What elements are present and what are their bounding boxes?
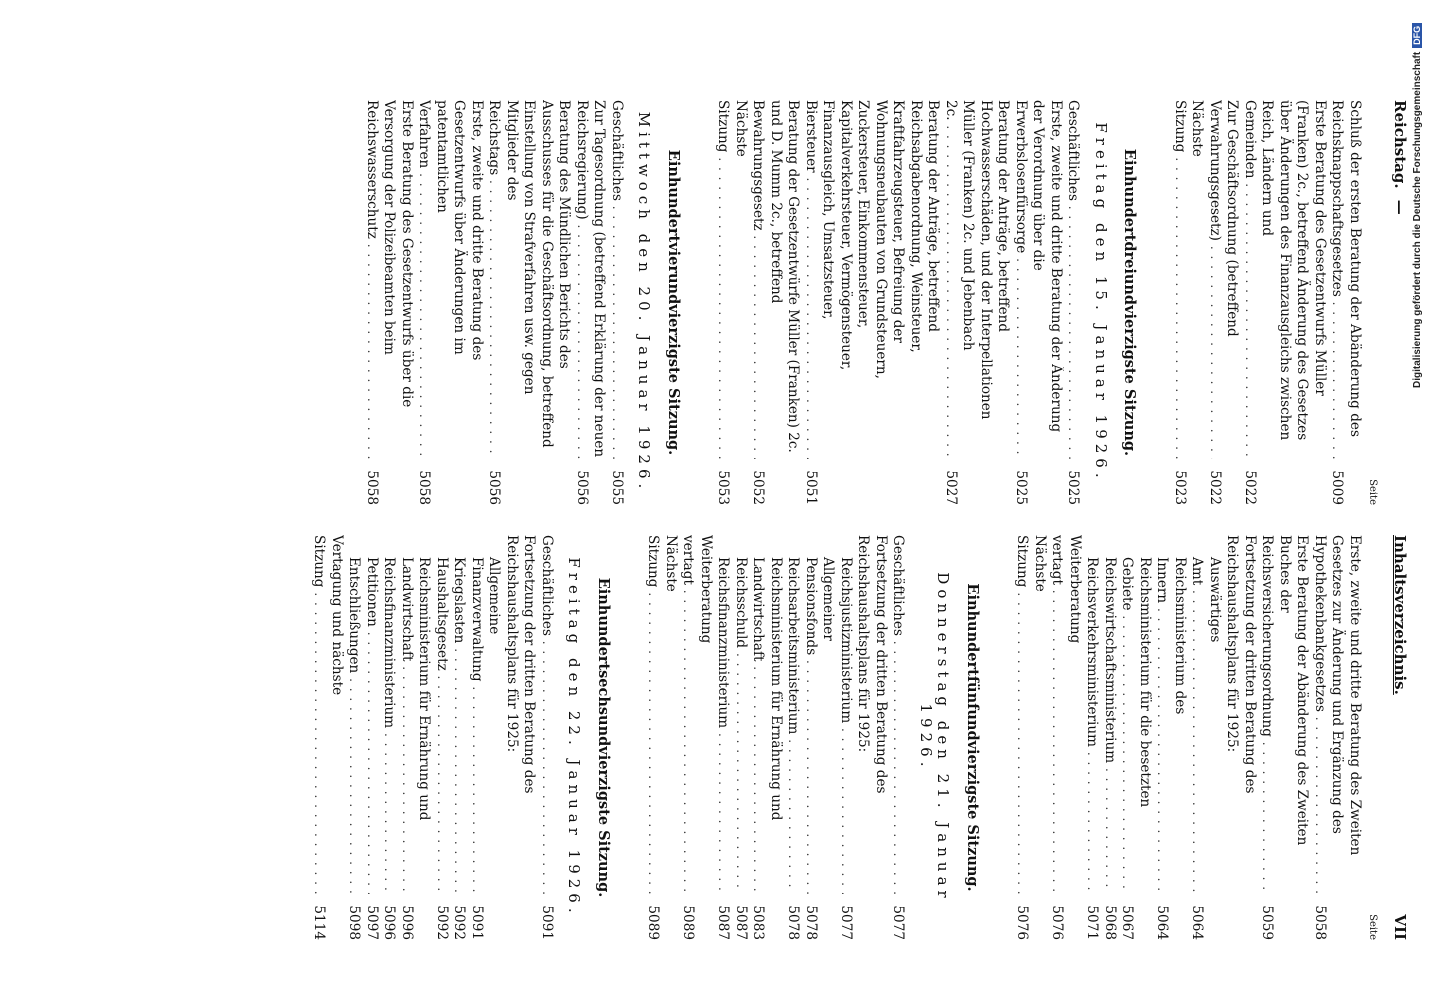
header-dash: — — [1391, 199, 1409, 215]
toc-entry-title: Erste Beratung des Gesetzentwurfs über die Versorgung der Polizeibeamten beim Reichswasserschutz . . . — [363, 100, 416, 459]
toc-entry — [433, 535, 451, 940]
page-roman: VII — [1391, 914, 1409, 940]
toc-entry-title: Petitionen . . . — [363, 535, 381, 894]
toc-entry-page: 5058 — [1312, 905, 1328, 940]
toc-entry — [802, 100, 942, 505]
toc-entry-page: 5098 — [346, 905, 363, 940]
toc-entry-title: Fortsetzung der dritten Beratung des Reichshaushaltsplans für 1925: — [855, 535, 889, 794]
dfg-logo: DFG — [1412, 23, 1422, 48]
toc-entry — [1083, 535, 1101, 940]
toc-entry-title: Weiterberatung vertagt . . . — [679, 535, 714, 894]
session-title: Einhundertsechsundvierzigste Sitzung. — [595, 577, 612, 898]
toc-entry-title: Zur Tagesordnung (betreffend Erklärung der neuen Reichsregierung) . . . — [573, 100, 608, 459]
toc-entry-page: 5058 — [364, 470, 380, 505]
toc-entry — [573, 100, 608, 505]
toc-entry-title: Nächste Sitzung . . . — [1171, 100, 1206, 459]
toc-entry-title: Reichsfinanzministerium . . . — [380, 535, 398, 894]
toc-entry-title: Erste Beratung der Abänderung des Zweiten Buches der Reichsversicherungsordnung . . . — [1258, 535, 1311, 894]
toc-entry — [538, 535, 556, 940]
toc-entry — [415, 100, 485, 505]
toc-entry-page: 5097 — [364, 905, 380, 940]
toc-entry — [1328, 100, 1363, 505]
toc-entry — [1118, 535, 1153, 940]
toc-entry-page: 5092 — [451, 905, 468, 940]
toc-entry — [1223, 535, 1258, 940]
header-title: Inhaltsverzeichnis. — [1391, 535, 1409, 695]
toc-entry — [450, 535, 468, 940]
toc-entry-page: 5027 — [943, 470, 959, 505]
toc-entry-page: 5087 — [715, 905, 732, 940]
toc-entry — [749, 535, 784, 940]
toc-entry-page: 5055 — [609, 470, 625, 505]
toc-entry — [1171, 100, 1206, 505]
toc-entry — [503, 535, 538, 940]
toc-entry — [1064, 100, 1082, 505]
toc-entry — [1258, 535, 1311, 940]
toc-entry-title: Fortsetzung der dritten Beratung des Reichshaushaltsplans für 1925: — [504, 535, 538, 794]
toc-entry-page: 5068 — [1102, 905, 1118, 940]
toc-entry-title: Beratung der Anträge, betreffend Hochwasserschäden, und der Interpellationen Müller (Franken) 2c. und Jebenbach 2c. . . . — [942, 100, 1012, 459]
toc-entry-title: Reichsministerium des Innern . . . — [1153, 535, 1188, 894]
toc-entry — [714, 100, 749, 505]
toc-entry-title: Allgemeine Finanzverwaltung . . . — [468, 535, 503, 894]
toc-entry — [1311, 535, 1364, 940]
toc-entry-page: 5058 — [416, 470, 433, 505]
seite-label: Seite — [1367, 914, 1378, 940]
toc-entry — [1153, 535, 1188, 940]
toc-entry — [1012, 100, 1065, 505]
toc-entry-title: Entschließungen . . . — [345, 535, 363, 894]
session-date: Freitag den 15. Januar 1926. — [1092, 122, 1110, 483]
toc-entry — [749, 100, 802, 505]
toc-entry — [784, 535, 802, 940]
toc-entry-title: Beratung des Mündlichen Berichts des Ausschusses für die Geschäftsordnung, betreffend Einstellung von Strafverfahren usw. gegen Mitglieder des Reichstags . . . — [485, 100, 573, 459]
toc-entry — [380, 535, 398, 940]
toc-entry-page: 5025 — [1013, 470, 1029, 505]
toc-entry-page: 5022 — [1207, 470, 1223, 505]
toc-entry-title: Allgemeiner Pensionsfonds . . . — [802, 535, 837, 894]
toc-entry — [802, 535, 837, 940]
toc-entry-title: Zur Geschäftsordnung (betreffend Verwahrungsgesetz) . . . — [1206, 100, 1241, 459]
toc-entry — [608, 100, 626, 505]
toc-entry-page: 5076 — [1049, 905, 1066, 940]
toc-entry-page: 5056 — [574, 470, 590, 505]
toc-entry-page: 5064 — [1189, 905, 1206, 940]
toc-entry-title: Erste, zweite und dritte Beratung des Gesetzentwurfs über Änderungen im patentamtlichen Verfahren . . . — [415, 100, 485, 459]
toc-entry-title: Beratung der Anträge, betreffend Reichsabgabenordnung, Weinsteuer, Kraftfahrzeugsteuer, Befreiung der Wohnungsneubauten von Grundsteuern, Zuckersteuer, Einkommensteuer, Kapitalverkehrsteuer, Vermögensteuer, Finanzausgleich, Umsatzsteuer, Biersteuer . . . — [802, 100, 942, 459]
session-date: Freitag den 22. Januar 1926. — [565, 557, 584, 918]
toc-entry — [732, 535, 750, 940]
toc-entry-title: Geschäftliches . . . — [538, 535, 556, 894]
toc-entry-page: 5078 — [803, 905, 819, 940]
toc-entry — [1188, 535, 1223, 940]
toc-entry-page: 5089 — [680, 905, 697, 940]
toc-entry-title: Reichsarbeitsministerium . . . — [784, 535, 802, 894]
toc-entry-page: 5076 — [1014, 905, 1031, 940]
toc-entry-title: Weiterberatung vertagt . . . — [1048, 535, 1083, 894]
toc-entry-title: Fortsetzung der dritten Beratung des Reichshaushaltsplans für 1925: — [1224, 535, 1258, 794]
toc-entry-page: 5053 — [715, 470, 732, 505]
toc-entry-page: 5092 — [434, 905, 450, 940]
toc-entry-title: Reichsministerium für Ernährung und Landwirtschaft . . . — [749, 535, 784, 894]
toc-entry — [942, 100, 1012, 505]
toc-entry-page: 5056 — [486, 470, 503, 505]
toc-entry-page: 5025 — [1065, 470, 1082, 505]
toc-entry-title: Haushaltsgesetz . . . — [433, 535, 451, 894]
digitization-text: Digitalisierung gefördert durch die Deutsche Forschungsgemeinschaft — [1412, 51, 1423, 388]
toc-entry-page: 5052 — [750, 470, 767, 505]
toc-entry-page: 5022 — [1242, 470, 1258, 505]
digitization-notice — [1412, 8, 1432, 388]
toc-entry — [363, 535, 381, 940]
toc-entry-title: Geschäftliches . . . — [1064, 100, 1082, 459]
toc-entry-title: Reichsverkehrsministerium . . . — [1083, 535, 1101, 894]
toc-entry — [889, 535, 907, 940]
toc-entry-title: Nächste Sitzung . . . — [644, 535, 679, 894]
toc-entry — [837, 535, 855, 940]
session-date: Mittwoch den 20. Januar 1926. — [635, 111, 654, 494]
toc-entry-page: 5114 — [311, 905, 328, 940]
toc-entry-page: 5091 — [469, 905, 485, 940]
toc-entry-page: 5096 — [399, 905, 415, 940]
toc-entry-page: 5083 — [750, 905, 767, 940]
toc-entry-title: Reichsfinanzministerium . . . — [714, 535, 732, 894]
toc-entry-title: Nächste Sitzung . . . — [714, 100, 749, 459]
toc-entry — [1241, 100, 1329, 505]
toc-entry-title: Geschäftliches . . . — [608, 100, 626, 459]
toc-entry-title: Reichsministerium für die besetzten Gebiete . . . — [1118, 535, 1153, 894]
toc-entry-title: Nächste Sitzung . . . — [1013, 535, 1048, 894]
seite-label: Seite — [1367, 479, 1378, 505]
toc-entry — [310, 535, 345, 940]
toc-entry-page: 5096 — [381, 905, 398, 940]
toc-entry-page: 5077 — [890, 905, 907, 940]
toc-entry — [485, 100, 573, 505]
toc-entry — [679, 535, 714, 940]
toc-entry — [1048, 535, 1083, 940]
toc-entry-title: Vertagung und nächste Sitzung . . . — [310, 535, 345, 894]
toc-entry-title: Beratung der Gesetzentwürfe Müller (Franken) 2c. und D. Mumm 2c., betreffend Bewahrungsgesetz . . . — [749, 100, 802, 459]
toc-entry-title: Geschäftliches . . . — [889, 535, 907, 894]
toc-entry-title: Schluß der ersten Beratung der Abänderung des Reichsknappschaftsgesetzes . . . — [1328, 100, 1363, 459]
toc-entry-title: Reichsministerium für Ernährung und Landwirtschaft . . . — [398, 535, 433, 894]
page-number — [1385, 900, 1409, 940]
toc-entry — [1101, 535, 1119, 940]
toc-entry-page: 5064 — [1154, 905, 1171, 940]
toc-entry-page: 5009 — [1329, 470, 1346, 505]
toc-entry-page: 5023 — [1172, 470, 1188, 505]
toc-entry-page: 5051 — [803, 470, 819, 505]
left-column — [363, 100, 1380, 505]
session-title: Einhundertfünfundvierzigste Sitzung. — [964, 583, 981, 892]
toc-entry — [1013, 535, 1048, 940]
toc-entry — [644, 535, 679, 940]
toc-entry — [468, 535, 503, 940]
toc-entry — [1206, 100, 1241, 505]
toc-entry-page: 5077 — [838, 905, 854, 940]
toc-entry-title: Reichsjustizministerium . . . — [837, 535, 855, 894]
toc-entry — [854, 535, 889, 940]
toc-entry-page: 5089 — [645, 905, 662, 940]
toc-entry-title: Erste, zweite und dritte Beratung des Zweiten Gesetzes zur Änderung und Ergänzung des Hypothekenbankgesetzes . . . — [1311, 535, 1364, 894]
running-header-left — [1385, 100, 1409, 215]
running-header-center — [1385, 535, 1409, 695]
session-title: Einhundertvierundvierzigste Sitzung. — [665, 149, 682, 456]
toc-entry-title: Reichsschuld . . . — [732, 535, 750, 894]
toc-entry-page: 5087 — [733, 905, 749, 940]
toc-entry-title: Erste, zweite und dritte Beratung der Änderung der Verordnung über die Erwerbslosenfürsorge . . . — [1012, 100, 1065, 459]
toc-entry-title: Reichswirtschaftsministerium . . . — [1101, 535, 1119, 894]
toc-entry-title: Erste Beratung des Gesetzentwurfs Müller (Franken) 2c., betreffend Änderung des Gesetzes über Änderungen des Finanzausgleichs zwischen Reich, Ländern und Gemeinden . . . — [1241, 100, 1329, 459]
right-column — [310, 535, 1379, 940]
toc-entry — [714, 535, 732, 940]
toc-entry — [345, 535, 363, 940]
session-date: Donnerstag den 21. Januar 1926. — [917, 572, 953, 903]
toc-entry-page: 5067 — [1119, 905, 1136, 940]
toc-entry-page: 5078 — [785, 905, 802, 940]
toc-entry-page: 5071 — [1084, 905, 1101, 940]
header-left-text: Reichstag. — [1391, 100, 1409, 189]
toc-entry-title: Auswärtiges Amt . . . — [1188, 535, 1223, 894]
toc-entry — [398, 535, 433, 940]
toc-entry-page: 5059 — [1259, 905, 1276, 940]
toc-entry-title: Kriegslasten . . . — [450, 535, 468, 894]
session-title: Einhundertdreiundvierzigste Sitzung. — [1121, 148, 1139, 457]
toc-entry-page: 5091 — [539, 905, 555, 940]
toc-entry — [363, 100, 416, 505]
